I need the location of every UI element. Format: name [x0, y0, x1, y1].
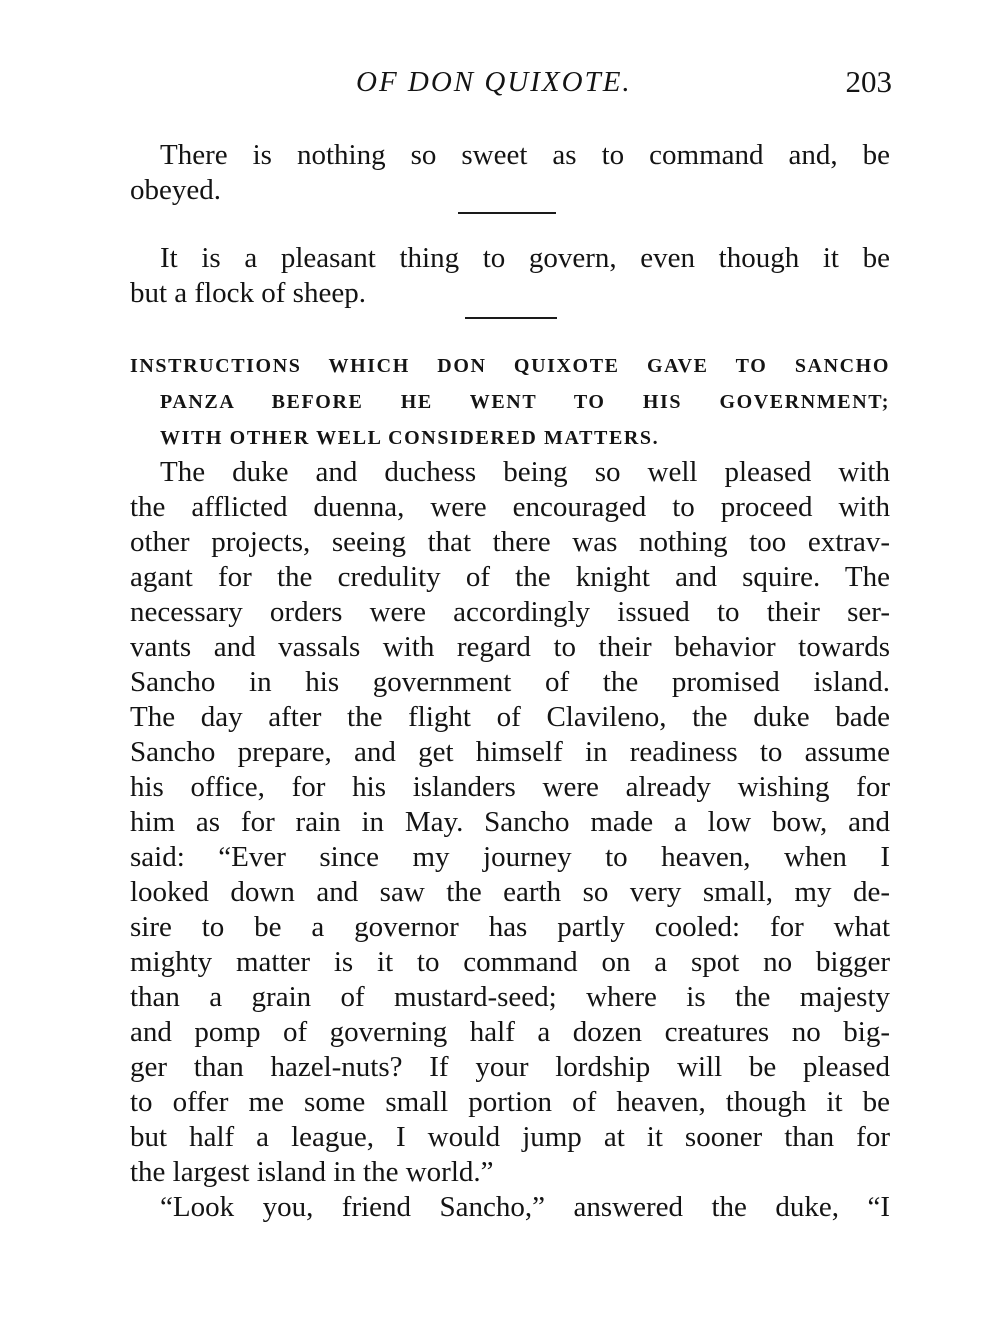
running-title: OF DON QUIXOTE. — [356, 66, 632, 98]
body-line: the largest island in the world.” — [130, 1156, 494, 1188]
maxim-1-line-1: There is nothing so sweet as to command and, be — [160, 139, 890, 171]
body-line: Sancho in his government of the promised island. — [130, 666, 890, 698]
page-number: 203 — [845, 64, 892, 99]
maxim-1 — [130, 138, 890, 208]
body-line: said: “Ever since my journey to heaven, when I — [130, 841, 890, 873]
body-line: looked down and saw the earth so very small, my de- — [130, 876, 890, 908]
body-line: his office, for his islanders were already wishing for — [130, 771, 890, 803]
body-line: to offer me some small portion of heaven, though it be — [130, 1086, 890, 1118]
body-line: The duke and duchess being so well pleased with — [160, 456, 890, 488]
body-line: Sancho prepare, and get himself in readiness to assume — [130, 736, 890, 768]
body-line: agant for the credulity of the knight and squire. The — [130, 561, 890, 593]
maxim-2-line-1: It is a pleasant thing to govern, even though it be — [160, 242, 890, 274]
body-line: necessary orders were accordingly issued to their ser- — [130, 596, 890, 628]
body-line: the afflicted duenna, were encouraged to proceed with — [130, 491, 890, 523]
maxim-2 — [130, 241, 890, 311]
body-line: ger than hazel-nuts? If your lordship will be pleased — [130, 1051, 890, 1083]
maxim-2-line-2: but a flock of sheep. — [130, 277, 366, 309]
body-line: vants and vassals with regard to their behavior towards — [130, 631, 890, 663]
body-line: other projects, seeing that there was nothing too extrav- — [130, 526, 890, 558]
chapter-heading-line-1: INSTRUCTIONS WHICH DON QUIXOTE GAVE TO SANCHO — [130, 355, 890, 377]
maxim-1-line-2: obeyed. — [130, 174, 221, 206]
body-line: sire to be a governor has partly cooled: for what — [130, 911, 890, 943]
section-divider-1 — [458, 212, 556, 214]
body-line: and pomp of governing half a dozen creatures no big- — [130, 1016, 890, 1048]
running-head — [0, 66, 1000, 110]
chapter-heading-line-3: WITH OTHER WELL CONSIDERED MATTERS. — [160, 427, 660, 449]
body-line: than a grain of mustard-seed; where is the majesty — [130, 981, 890, 1013]
body-text — [130, 455, 890, 1225]
body-line: “Look you, friend Sancho,” answered the duke, “I — [160, 1191, 890, 1223]
body-line: The day after the flight of Clavileno, the duke bade — [130, 701, 890, 733]
chapter-heading-line-2: PANZA BEFORE HE WENT TO HIS GOVERNMENT; — [160, 391, 890, 413]
body-line: him as for rain in May. Sancho made a low bow, and — [130, 806, 890, 838]
body-line: but half a league, I would jump at it sooner than for — [130, 1121, 890, 1153]
section-divider-2 — [465, 317, 557, 319]
chapter-heading — [130, 348, 890, 456]
body-line: mighty matter is it to command on a spot no bigger — [130, 946, 890, 978]
